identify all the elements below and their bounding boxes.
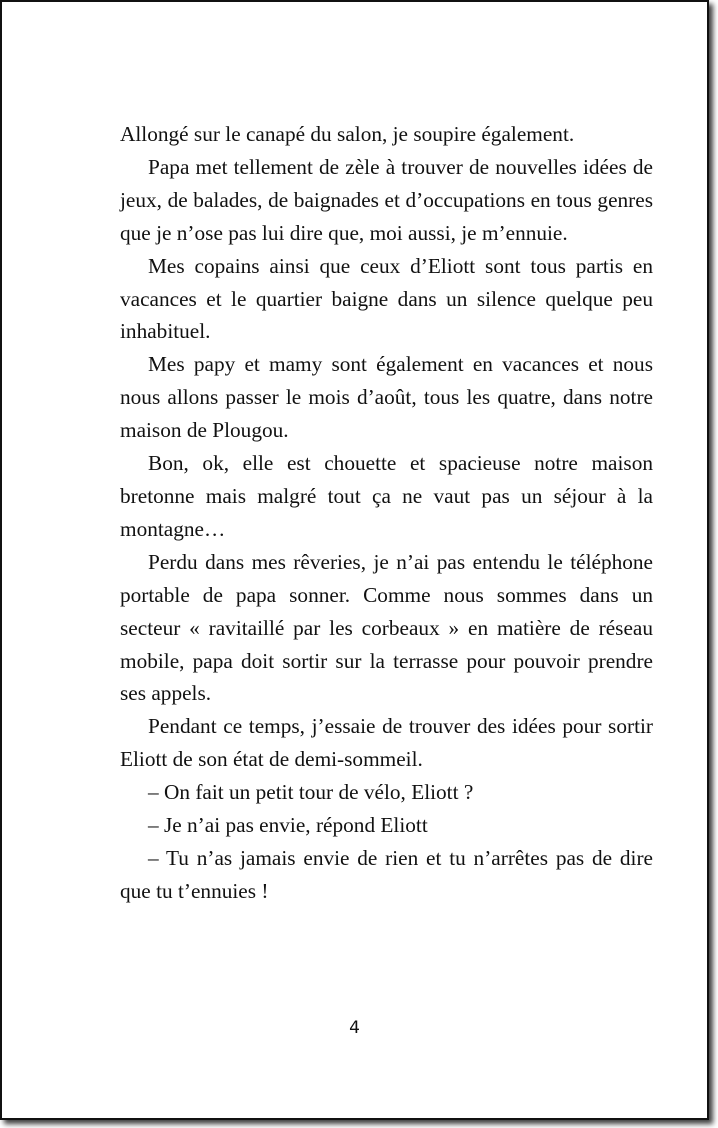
paragraph-2: Papa met tellement de zèle à trouver de nouvelles idées de jeux, de balades, de baignades et d’occupations en tous genres que je n’ose pas lui dire que, moi aussi, je m’ennuie. — [120, 154, 653, 245]
paragraph-6: Perdu dans mes rêveries, je n’ai pas entendu le téléphone portable de papa sonner. Comme nous sommes dans un secteur « ravitaillé par les corbeaux » en matière de réseau mobile, papa doit sortir sur la terrasse pour pouvoir prendre ses appels. — [120, 549, 653, 706]
paragraph-3: Mes copains ainsi que ceux d’Eliott sont tous partis en vacances et le quartier baigne dans un silence quelque peu inhabituel. — [120, 253, 653, 344]
body-text — [120, 118, 653, 908]
dialogue-line-2: – Je n’ai pas envie, répond Eliott — [148, 813, 428, 838]
paragraph-4: Mes papy et mamy sont également en vacances et nous nous allons passer le mois d’août, tous les quatre, dans notre maison de Plougou. — [120, 352, 653, 443]
paragraph-7: Pendant ce temps, j’essaie de trouver des idées pour sortir Eliott de son état de demi-sommeil. — [120, 714, 653, 772]
paragraph-1: Allongé sur le canapé du salon, je soupire également. — [120, 122, 575, 146]
dialogue-line-3: – Tu n’as jamais envie de rien et tu n’arrêtes pas de dire que tu t’ennuies ! — [120, 845, 653, 903]
dialogue-line-1: – On fait un petit tour de vélo, Eliott ? — [148, 780, 474, 805]
paragraph-5: Bon, ok, elle est chouette et spacieuse notre maison bretonne mais malgré tout ça ne vaut pas un séjour à la montagne… — [120, 451, 653, 541]
page-number: 4 — [349, 1018, 360, 1038]
